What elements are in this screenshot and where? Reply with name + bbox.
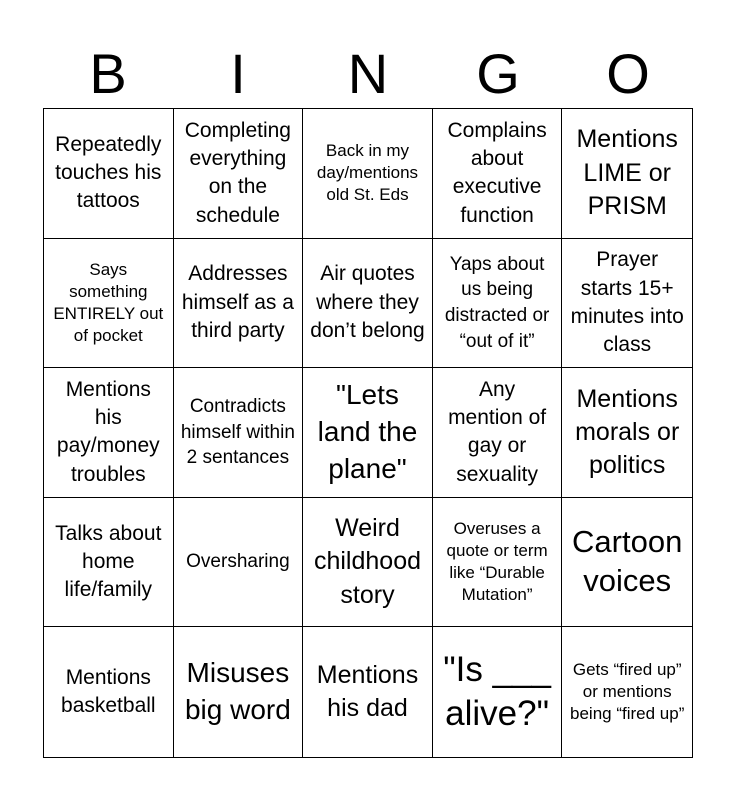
bingo-header: [43, 40, 693, 108]
bingo-cell-text: Addresses himself as a third party: [181, 262, 294, 343]
bingo-cell-r5c3[interactable]: [303, 627, 433, 757]
bingo-cell-r1c5[interactable]: [562, 109, 692, 239]
bingo-cell-text: Back in my day/mentions old St. Eds: [316, 141, 419, 205]
header-letter-g: G: [476, 42, 520, 105]
header-letter-i: I: [230, 42, 246, 105]
bingo-cell-r2c3[interactable]: [303, 239, 433, 369]
bingo-cell-r4c4[interactable]: [433, 498, 563, 628]
bingo-cell-r5c1[interactable]: [44, 627, 174, 757]
bingo-cell-text: Repeatedly touches his tattoos: [55, 132, 162, 213]
bingo-cell-r5c2[interactable]: [174, 627, 304, 757]
bingo-cell-r4c3[interactable]: [303, 498, 433, 628]
bingo-cell-text: Misuses big word: [184, 657, 291, 726]
bingo-cell-text: Weird childhood story: [313, 514, 421, 609]
bingo-cell-text: Mentions basketball: [61, 665, 156, 718]
bingo-cell-r3c1[interactable]: [44, 368, 174, 498]
bingo-cell-text: Mentions his dad: [316, 660, 419, 723]
bingo-cell-text: Complains about executive function: [447, 118, 547, 227]
bingo-cell-text: Cartoon voices: [572, 524, 683, 599]
header-letter-o: O: [606, 42, 650, 105]
bingo-cell-text: Completing everything on the schedule: [184, 118, 291, 227]
bingo-cell-text: Says something ENTIRELY out of pocket: [53, 259, 164, 345]
bingo-cell-text: Any mention of gay or sexuality: [448, 377, 547, 486]
bingo-cell-r1c4[interactable]: [433, 109, 563, 239]
bingo-cell-text: Oversharing: [186, 551, 290, 573]
bingo-cell-text: Prayer starts 15+ minutes into class: [570, 248, 684, 357]
bingo-cell-r3c3[interactable]: [303, 368, 433, 498]
bingo-cell-r4c2[interactable]: [174, 498, 304, 628]
bingo-cell-r3c2[interactable]: [174, 368, 304, 498]
bingo-cell-r1c1[interactable]: [44, 109, 174, 239]
bingo-cell-text: Mentions LIME or PRISM: [576, 125, 678, 220]
bingo-cell-text: "Is ___ alive?": [443, 650, 551, 734]
bingo-cell-text: Overuses a quote or term like “Durable Mutation”: [446, 518, 548, 605]
bingo-cell-r3c5[interactable]: [562, 368, 692, 498]
bingo-cell-text: "Lets land the plane": [317, 379, 418, 484]
bingo-cell-r2c5[interactable]: [562, 239, 692, 369]
bingo-cell-r3c4[interactable]: [433, 368, 563, 498]
bingo-cell-r2c1[interactable]: [44, 239, 174, 369]
bingo-cell-r2c2[interactable]: [174, 239, 304, 369]
bingo-cell-r4c1[interactable]: [44, 498, 174, 628]
bingo-cell-text: Contradicts himself within 2 sentances: [180, 396, 295, 469]
bingo-cell-text: Yaps about us being distracted or “out of it”: [444, 253, 550, 352]
bingo-cell-text: Air quotes where they don’t belong: [310, 262, 425, 343]
bingo-cell-text: Talks about home life/family: [55, 521, 162, 602]
header-letter-n: N: [347, 42, 389, 105]
bingo-cell-text: Mentions his pay/money troubles: [56, 377, 160, 486]
bingo-cell-text: Mentions morals or politics: [575, 384, 680, 480]
bingo-cell-r2c4[interactable]: [433, 239, 563, 369]
bingo-board: [43, 108, 693, 758]
header-letter-b: B: [89, 42, 127, 105]
bingo-cell-r5c5[interactable]: [562, 627, 692, 757]
bingo-cell-r4c5[interactable]: [562, 498, 692, 628]
bingo-cell-r1c3[interactable]: [303, 109, 433, 239]
bingo-cell-text: Gets “fired up” or mentions being “fired up”: [570, 660, 685, 724]
bingo-cell-r5c4[interactable]: [433, 627, 563, 757]
bingo-cell-r1c2[interactable]: [174, 109, 304, 239]
